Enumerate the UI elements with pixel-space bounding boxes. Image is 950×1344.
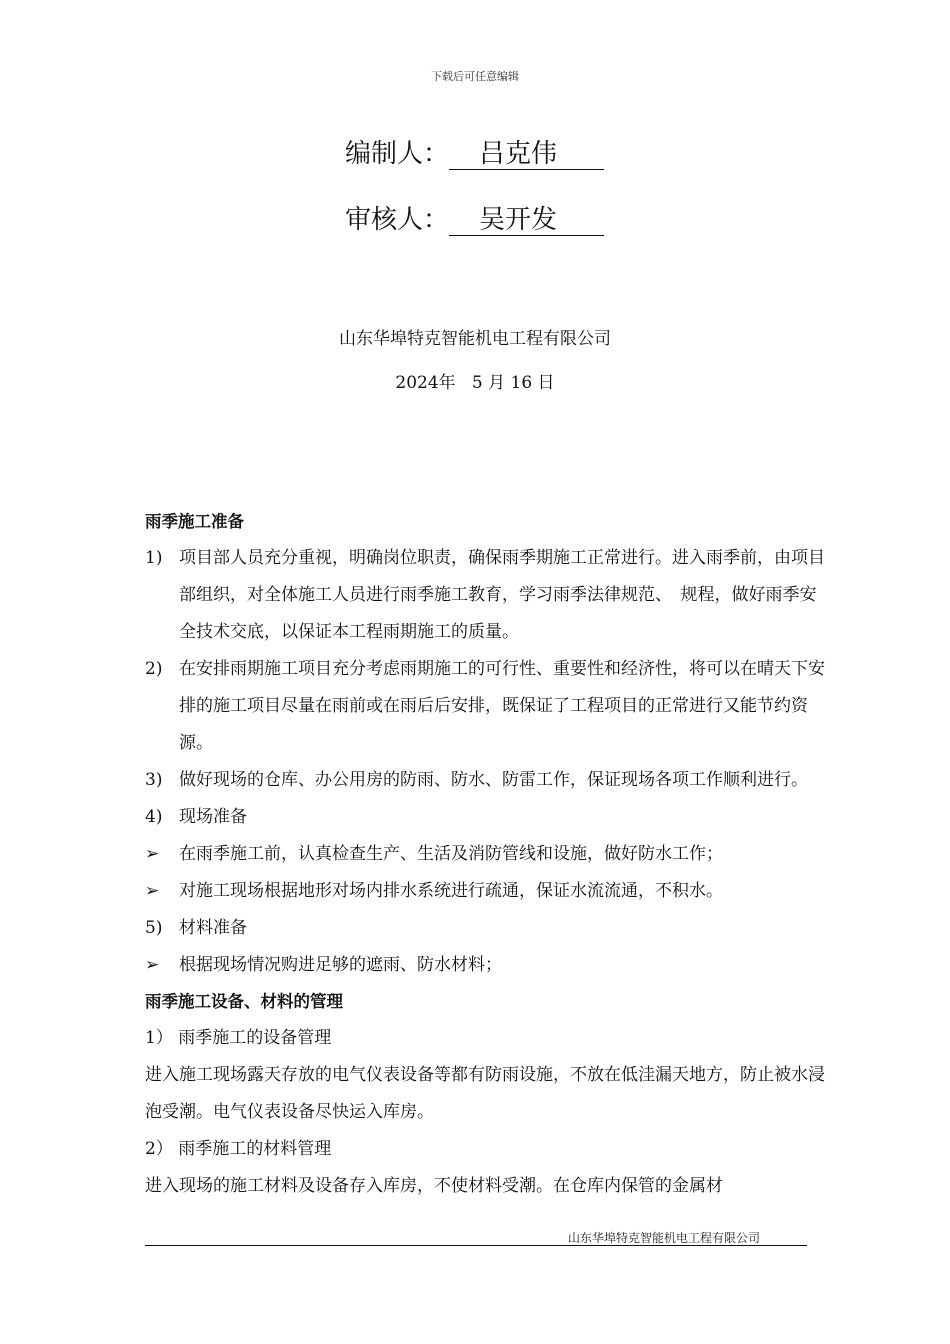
reviewer-label: 审核人： bbox=[345, 205, 450, 235]
list-marker: 5) bbox=[145, 918, 163, 938]
section-heading-management: 雨季施工设备、材料的管理 bbox=[145, 992, 343, 1011]
section-heading-preparation: 雨季施工准备 bbox=[145, 512, 244, 531]
arrow-bullet-icon: ➢ bbox=[145, 955, 160, 975]
compiler-name: 吕克伟 bbox=[449, 139, 604, 170]
arrow-bullet-icon: ➢ bbox=[145, 881, 160, 901]
paragraph-equipment: 进入施工现场露天存放的电气仪表设备等都有防雨设施，不放在低洼漏天地方，防止被水浸泡受潮。电气仪表设备尽快运入库房。 bbox=[145, 1065, 825, 1122]
list-text: 项目部人员充分重视，明确岗位职责，确保雨季期施工正常进行。进入雨季前，由项目部组织，对全体施工人员进行雨季施工教育，学习雨季法律规范、 规程，做好雨季安全技术交底，以保证本工程雨期施工的质量。 bbox=[179, 548, 825, 642]
subheading-materials: 2） 雨季施工的材料管理 bbox=[145, 1139, 332, 1159]
list-item bbox=[145, 873, 825, 910]
header-note: 下载后可任意编辑 bbox=[431, 70, 519, 83]
list-marker: 4) bbox=[145, 807, 163, 827]
list-item bbox=[145, 947, 825, 984]
list-marker: 3) bbox=[145, 770, 163, 790]
subheading-equipment: 1） 雨季施工的设备管理 bbox=[145, 1028, 332, 1048]
list-text: 对施工现场根据地形对场内排水系统进行疏通，保证水流流通，不积水。 bbox=[179, 881, 723, 901]
list-item bbox=[145, 836, 825, 873]
document-body bbox=[145, 504, 825, 1205]
list-text: 根据现场情况购进足够的遮雨、防水材料； bbox=[179, 955, 502, 975]
list-item bbox=[145, 651, 825, 762]
compiler-signature bbox=[345, 133, 604, 170]
reviewer-name: 吴开发 bbox=[449, 205, 604, 236]
reviewer-signature bbox=[345, 199, 604, 236]
list-item bbox=[145, 799, 825, 836]
list-text: 现场准备 bbox=[179, 807, 247, 827]
list-item bbox=[145, 540, 825, 651]
paragraph-materials: 进入现场的施工材料及设备存入库房，不使材料受潮。在仓库内保管的金属材 bbox=[145, 1176, 723, 1196]
list-text: 材料准备 bbox=[179, 918, 247, 938]
list-text: 在安排雨期施工项目充分考虑雨期施工的可行性、重要性和经济性，将可以在晴天下安排的施工项目尽量在雨前或在雨后后安排，既保证了工程项目的正常进行又能节约资源。 bbox=[179, 659, 825, 753]
list-text: 在雨季施工前，认真检查生产、生活及消防管线和设施，做好防水工作； bbox=[179, 844, 723, 864]
list-marker: 2) bbox=[145, 659, 163, 679]
footer-company: 山东华埠特克智能机电工程有限公司 bbox=[568, 1231, 761, 1245]
list-text: 做好现场的仓库、办公用房的防雨、防水、防雷工作，保证现场各项工作顺利进行。 bbox=[179, 770, 808, 790]
footer-divider bbox=[145, 1245, 807, 1246]
list-marker: 1) bbox=[145, 548, 163, 568]
arrow-bullet-icon: ➢ bbox=[145, 844, 160, 864]
company-name: 山东华埠特克智能机电工程有限公司 bbox=[339, 329, 611, 349]
list-item bbox=[145, 762, 825, 799]
list-item bbox=[145, 910, 825, 947]
compiler-label: 编制人： bbox=[345, 139, 450, 169]
document-date: 2024年 5 月 16 日 bbox=[395, 373, 555, 393]
